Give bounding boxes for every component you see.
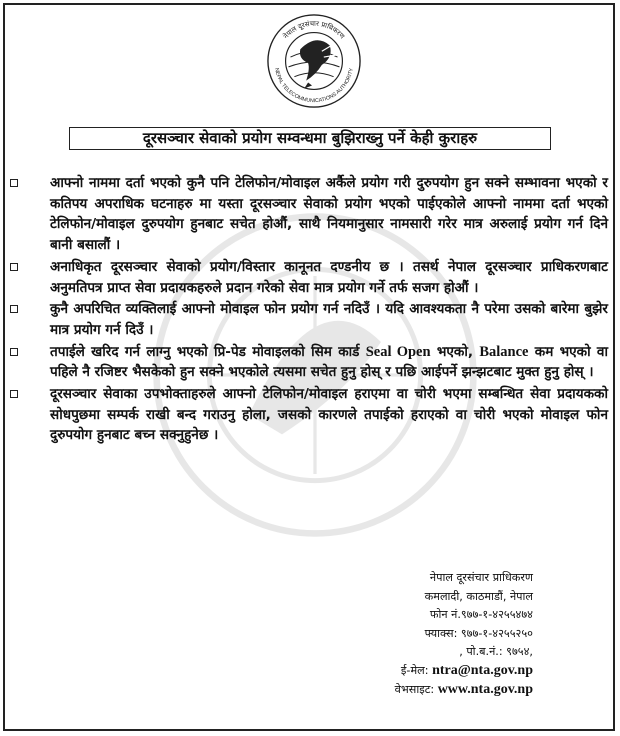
- seal-open-term: Seal Open: [365, 343, 431, 360]
- email-row: [395, 662, 533, 681]
- website-link[interactable]: www.nta.gov.np: [437, 681, 533, 697]
- fax-number: फ्याक्स: ९७७-१-४२५५२५०: [424, 626, 533, 640]
- logo-bottom-text: NEPAL TELECOMMUNICATIONS AUTHORITY: [273, 67, 355, 105]
- list-item: [10, 384, 608, 446]
- list-item-text: आफ्नो नाममा दर्ता भएको कुनै पनि टेलिफोन/मोवाइल अर्कैले प्रयोग गरी दुरुपयोग हुन सक्ने सम्भावना भएको र कतिपय अपराधिक घटनाहरु मा यस्ता दूरसञ्चार सेवाको प्रयोग भएको पाईएकोले आफ्नो नाममा दर्ता भएको टेलिफोन/मोवाइल दुरुपयोग हुनबाट सचेत होऔं, साथै नियमानुसार नामसारी गरेर मात्र अरुलाई प्रयोग गर्न दिने बानी बसालौं ।: [50, 175, 608, 254]
- email-label: ई-मेल:: [400, 663, 433, 677]
- checkbox-bullet-icon: [10, 348, 18, 356]
- org-name: नेपाल दूरसंचार प्राधिकरण: [429, 571, 533, 584]
- nta-logo: [265, 12, 363, 110]
- list-item-text-part3: कम भएको वा पहिले नै रजिष्टर भैसकेको हुन सक्ने भएकोले त्यसमा सचेत हुनु होस् र पछि आईपर्ने झन्झटबाट मुक्त हुनु होस् ।: [50, 343, 609, 381]
- checkbox-bullet-icon: [10, 390, 18, 398]
- website-row: [395, 681, 533, 700]
- list-item: [10, 342, 608, 383]
- list-item-text-part2: भएको,: [430, 343, 480, 360]
- list-item: [10, 173, 608, 256]
- list-item-text: अनाधिकृत दूरसञ्चार सेवाको प्रयोग/विस्तार कानूनत दण्डनीय छ । तसर्थ नेपाल दूरसञ्चार प्राधिकरणबाट अनुमतिपत्र प्राप्त सेवा प्रदायकहरुले प्रदान गरेको सेवा मात्र प्रयोग गर्ने तर्फ सजग होऔं ।: [50, 258, 608, 296]
- advice-list: [10, 173, 608, 446]
- page-title: दूरसञ्चार सेवाको प्रयोग सम्वन्धमा बुझिराख्नु पर्ने केही कुराहरु: [69, 127, 551, 150]
- balance-term: Balance: [479, 343, 529, 360]
- org-address: कमलादी, काठमाडौं, नेपाल: [424, 589, 533, 603]
- checkbox-bullet-icon: [10, 305, 18, 313]
- checkbox-bullet-icon: [10, 263, 18, 271]
- svg-text:नेपाल दूरसंचार प्राधिकरण: [281, 20, 347, 41]
- list-item-text: दूरसञ्चार सेवाका उपभोक्ताहरुले आफ्नो टेलिफोन/मोवाइल हराएमा वा चोरी भएमा सम्बन्धित सेवा प्रदायकको सोधपुछमा सम्पर्क राखी बन्द गराउनु होला, जसको कारणले तपाईको हराएको वा चोरी भएको मोवाइल फोन दुरुपयोग हुनबाट बच्न सक्नुहुनेछ ।: [50, 386, 608, 444]
- logo-top-text: नेपाल दूरसंचार प्राधिकरण: [281, 19, 347, 41]
- checkbox-bullet-icon: [10, 179, 18, 187]
- list-item: [10, 257, 608, 298]
- website-label: वेभसाइट:: [394, 682, 438, 696]
- contact-block: [395, 569, 533, 699]
- email-link[interactable]: ntra@nta.gov.np: [432, 662, 533, 678]
- phone-number: फोन नं.९७७-१-४२५५४७४: [429, 608, 533, 622]
- list-item-text-part1: तपाईले खरिद गर्न लाग्नु भएको प्रि-पेड मोवाइलको सिम कार्ड: [50, 343, 366, 360]
- po-box: , पो.ब.नं.: ९७५४,: [459, 645, 533, 659]
- list-item-text: कुनै अपरिचित व्यक्तिलाई आफ्नो मोवाइल फोन प्रयोग गर्न नदिउँ । यदि आवश्यकता नै परेमा उसको बारेमा बुझेर मात्र प्रयोग गर्न दिउँ ।: [50, 301, 608, 338]
- list-item: [10, 299, 608, 340]
- nta-logo-icon: [265, 12, 363, 110]
